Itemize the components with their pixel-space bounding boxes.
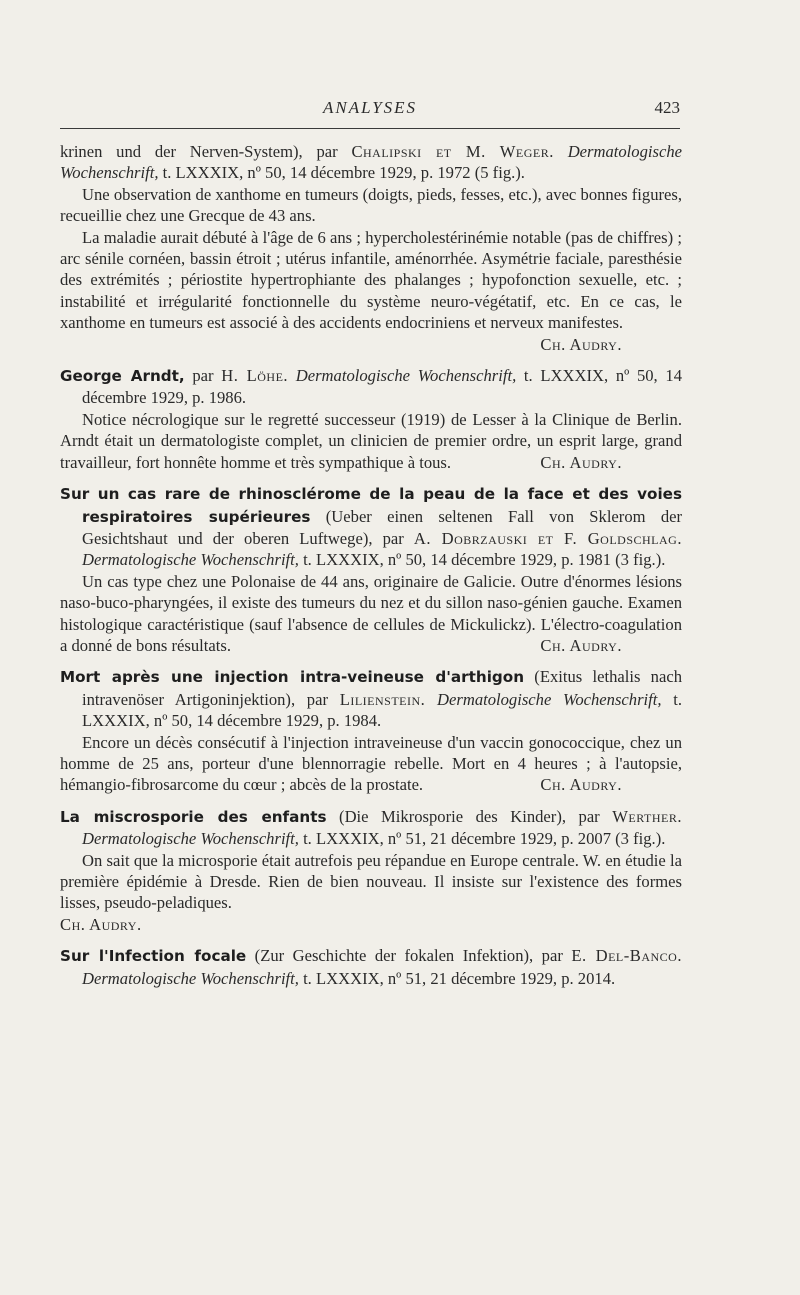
running-head [60,98,680,122]
entry-par: par [533,946,572,966]
entry-par: par [372,528,414,548]
entry-body: On sait que la microsporie était autrefois peu répandue en Europe centrale. W. en étudie la première épidémie à Dresde. Rien de bien nouveau. Il insiste sur l'existence des formes lisses, pseudo-peladiques. [60,850,682,913]
entry-body [60,409,682,473]
entry-journal: Dermatologische Wochenschrift, [82,550,299,570]
entry-title: Sur un cas rare de rhinosclérome de la peau de la face et des voies respiratoires supérieures [60,485,682,526]
entry-ref: t. LXXXIX, nº 51, 21 décembre 1929, p. 2014. [298,968,616,988]
entry-ref: t. LXXXIX, nº 50, 14 décembre 1929, p. 1986. [82,366,682,408]
running-title: ANALYSES [322,98,418,117]
entry-par: par [184,366,222,386]
intro-paragraph-2 [60,227,682,355]
entry-journal: Dermatologische Wochenschrift, [82,829,299,849]
entry-body-text: Un cas type chez une Polonaise de 44 ans, originaire de Galicie. Outre d'énormes lésions naso-buco-pharyngées, il existe des tumeurs du nez et du sillon naso-génien gauche. Examen histologique caractéristique (sauf l'absence de cellules de Mickulickz). L'électro-coagulation a donné de bons résultats. [60,571,682,655]
entry-arndt [60,365,682,473]
intro-reference [60,141,682,184]
entry-journal: Dermatologische Wochenschrift, [437,689,662,709]
entry-authors: Werther. [612,806,682,826]
entry-title: George Arndt, [60,367,185,386]
entry-authors: H. Löhe. [221,366,289,386]
entry-body [60,732,682,796]
page-number: 423 [654,98,680,117]
signature: Ch. Audry. [540,775,622,795]
entry-heading [60,666,682,731]
entry-par: par [566,806,613,826]
entry-journal: Dermatologische Wochenschrift, [295,366,517,386]
signature: Ch. Audry. [540,334,622,354]
article-body [60,141,682,989]
entry-original-title: (Exitus lethalis nach intravenöser Artigoninjektion), [82,667,682,709]
intro-paragraph-1: Une observation de xanthome en tumeurs (doigts, pieds, fesses, etc.), avec bonnes figures, recueillie chez une Grecque de 43 ans. [60,184,682,226]
signature: Ch. Audry. [540,452,622,472]
entry-title: La miscrosporie des enfants [60,807,327,826]
intro-paragraph-2-text: La maladie aurait débuté à l'âge de 6 ans ; hypercholestérinémie notable (pas de chiffres) ; arc sénile cornéen, bassin étroit ; utérus infantile, aménorrhée. Asymétrie faciale, paresthésie des extrémités ; périostite hypertrophiante des phalanges ; hypofonction sexuelle, etc. ; instabilité et irrégularité fonctionnelle du système neuro-végétatif, etc. En ce cas, le xanthome en tumeurs est associé à des accidents endocriniens et nerveux manifestes. [60,227,682,333]
entry-authors: Lilienstein. [339,689,426,709]
entry-rhinoscleroma [60,483,682,656]
entry-ref: t. LXXXIX, nº 50, 14 décembre 1929, p. 1984. [82,689,682,731]
entry-heading [60,483,682,571]
entry-body [60,571,682,657]
entry-arthigon [60,666,682,795]
entry-heading [60,806,682,850]
intro-ref: t. LXXXIX, nº 50, 14 décembre 1929, p. 1972 (5 fig.). [158,163,525,183]
header-rule [60,128,680,129]
entry-heading [60,365,682,409]
signature: Ch. Audry. [60,914,142,934]
entry-infection-focale [60,945,682,989]
entry-ref: t. LXXXIX, nº 51, 21 décembre 1929, p. 2007 (3 fig.). [298,829,666,849]
entry-heading [60,945,682,989]
signature: Ch. Audry. [540,635,622,655]
entry-original-title: (Zur Geschichte der fokalen Infektion), [246,946,534,966]
entry-title: Sur l'Infection focale [60,947,247,966]
intro-journal: Dermatologische Wochenschrift, [60,142,682,183]
entry-microsporie [60,806,682,935]
entry-par: par [295,689,340,709]
entry-original-title: (Die Mikrosporie des Kinder), [326,806,566,826]
entry-authors: A. Dobrzauski et F. Goldschlag. [413,528,682,548]
entry-ref: t. LXXXIX, nº 50, 14 décembre 1929, p. 1981 (3 fig.). [298,550,666,570]
entry-title: Mort après une injection intra-veineuse d'arthigon [60,668,525,687]
entry-journal: Dermatologische Wochenschrift, [82,968,299,988]
entry-authors: E. Del-Banco. [571,946,682,966]
intro-head-text: krinen und der Nerven-System), par [60,142,352,161]
intro-authors: Chalipski et M. Weger. [351,142,554,161]
entry-original-title: (Ueber einen seltenen Fall von Sklerom der Gesichtshaut und der oberen Luftwege), [82,506,683,548]
entry-body-text: Encore un décès consécutif à l'injection intraveineuse d'un vaccin gonococcique, chez un homme de 25 ans, porteur d'une blennorragie rebelle. Mort en 4 heures ; à l'autopsie, hémangio-fibrosarcome du cœur ; abcès de la prostate. [60,732,682,795]
entry-body-text: Notice nécrologique sur le regretté successeur (1919) de Lesser à la Clinique de Berlin. Arndt était un dermatologiste complet, un clinicien de premier ordre, un esprit large, grand travailleur, fort honnête homme et très sympathique à tous. [60,409,682,472]
